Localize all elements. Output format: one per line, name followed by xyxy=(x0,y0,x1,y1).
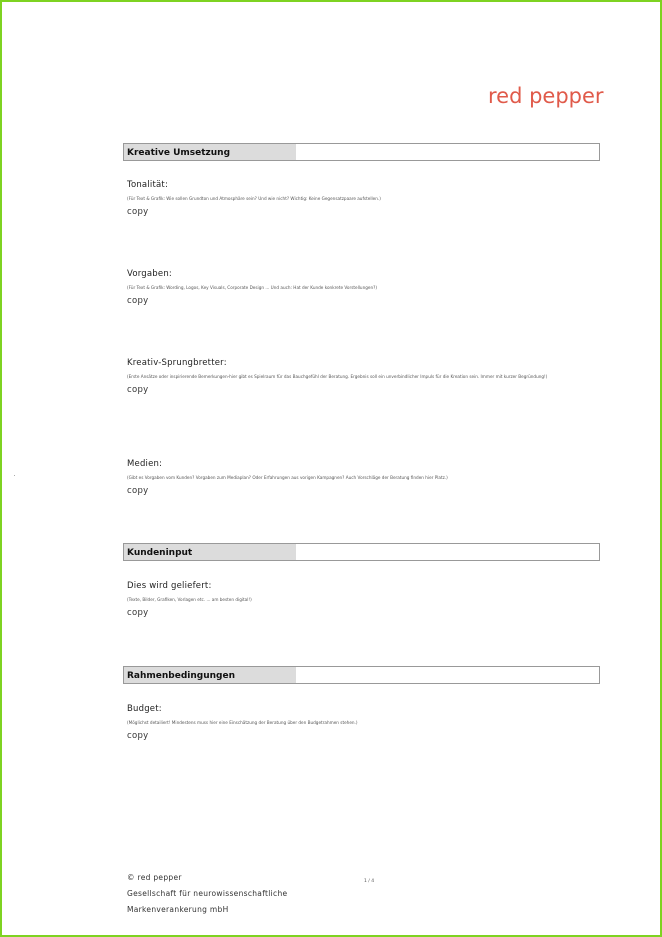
question-copy-field[interactable]: copy xyxy=(127,486,149,496)
question-kreativ-sprungbretter xyxy=(127,358,597,395)
section-header-kreative-umsetzung xyxy=(123,143,600,161)
question-title: Medien: xyxy=(127,459,163,469)
question-title: Dies wird geliefert: xyxy=(127,581,212,591)
question-title: Vorgaben: xyxy=(127,269,172,279)
question-vorgaben xyxy=(127,269,597,306)
section-header-rahmenbedingungen xyxy=(123,666,600,684)
section-title: Kundeninput xyxy=(124,544,296,560)
question-copy-field[interactable]: copy xyxy=(127,207,149,217)
footer-copyright: © red pepper xyxy=(127,873,182,882)
footer xyxy=(127,870,287,918)
footer-company-suffix: Markenverankerung mbH xyxy=(127,905,229,914)
question-title: Tonalität: xyxy=(127,180,169,190)
question-title: Kreativ-Sprungbretter: xyxy=(127,358,227,368)
question-hint: (Für Text & Grafik: Wording, Logos, Key Visuals, Corporate Design ... Und auch: Hat der Kunde konkrete Vorstellungen?) xyxy=(127,285,377,290)
margin-mark xyxy=(14,475,15,476)
question-hint: (Erste Ansätze oder inspirierende Bemerkungen-hier gibt es Spielraum für das Bauchgefühl der Beratung. Ergebnis soll ein unverbindlicher Impuls für die Kreation sein. Immer mit kurzer Begründung!) xyxy=(127,374,548,379)
question-budget xyxy=(127,704,597,741)
question-hint: (Gibt es Vorgaben vom Kunden? Vorgaben zum Mediaplan? Oder Erfahrungen aus vorigen Kampagnen? Auch Vorschläge der Beratung finden hier Platz.) xyxy=(127,475,448,480)
question-tonalitaet xyxy=(127,180,597,217)
question-copy-field[interactable]: copy xyxy=(127,385,149,395)
question-copy-field[interactable]: copy xyxy=(127,731,149,741)
question-hint: (Texte, Bilder, Grafiken, Vorlagen etc. ... am besten digital!) xyxy=(127,597,252,602)
question-hint: (Möglichst detailiert! Mindestens muss hier eine Einschätzung der Beratung über den Budgetrahmen stehen.) xyxy=(127,720,358,725)
question-hint: (Für Text & Grafik: Wie sollen Grundton und Atmosphäre sein? Und wie nicht? Wichtig: Keine Gegensatzpaare aufstellen.) xyxy=(127,196,381,201)
question-copy-field[interactable]: copy xyxy=(127,296,149,306)
section-title: Kreative Umsetzung xyxy=(124,144,296,160)
question-copy-field[interactable]: copy xyxy=(127,608,149,618)
section-header-kundeninput xyxy=(123,543,600,561)
section-title: Rahmenbedingungen xyxy=(124,667,296,683)
brand-logo: red pepper xyxy=(488,84,604,108)
question-title: Budget: xyxy=(127,704,162,714)
footer-company: Gesellschaft für neurowissenschaftliche xyxy=(127,889,288,898)
question-dies-wird-geliefert xyxy=(127,581,597,618)
page-number: 1 / 4 xyxy=(364,879,375,884)
question-medien xyxy=(127,459,597,496)
